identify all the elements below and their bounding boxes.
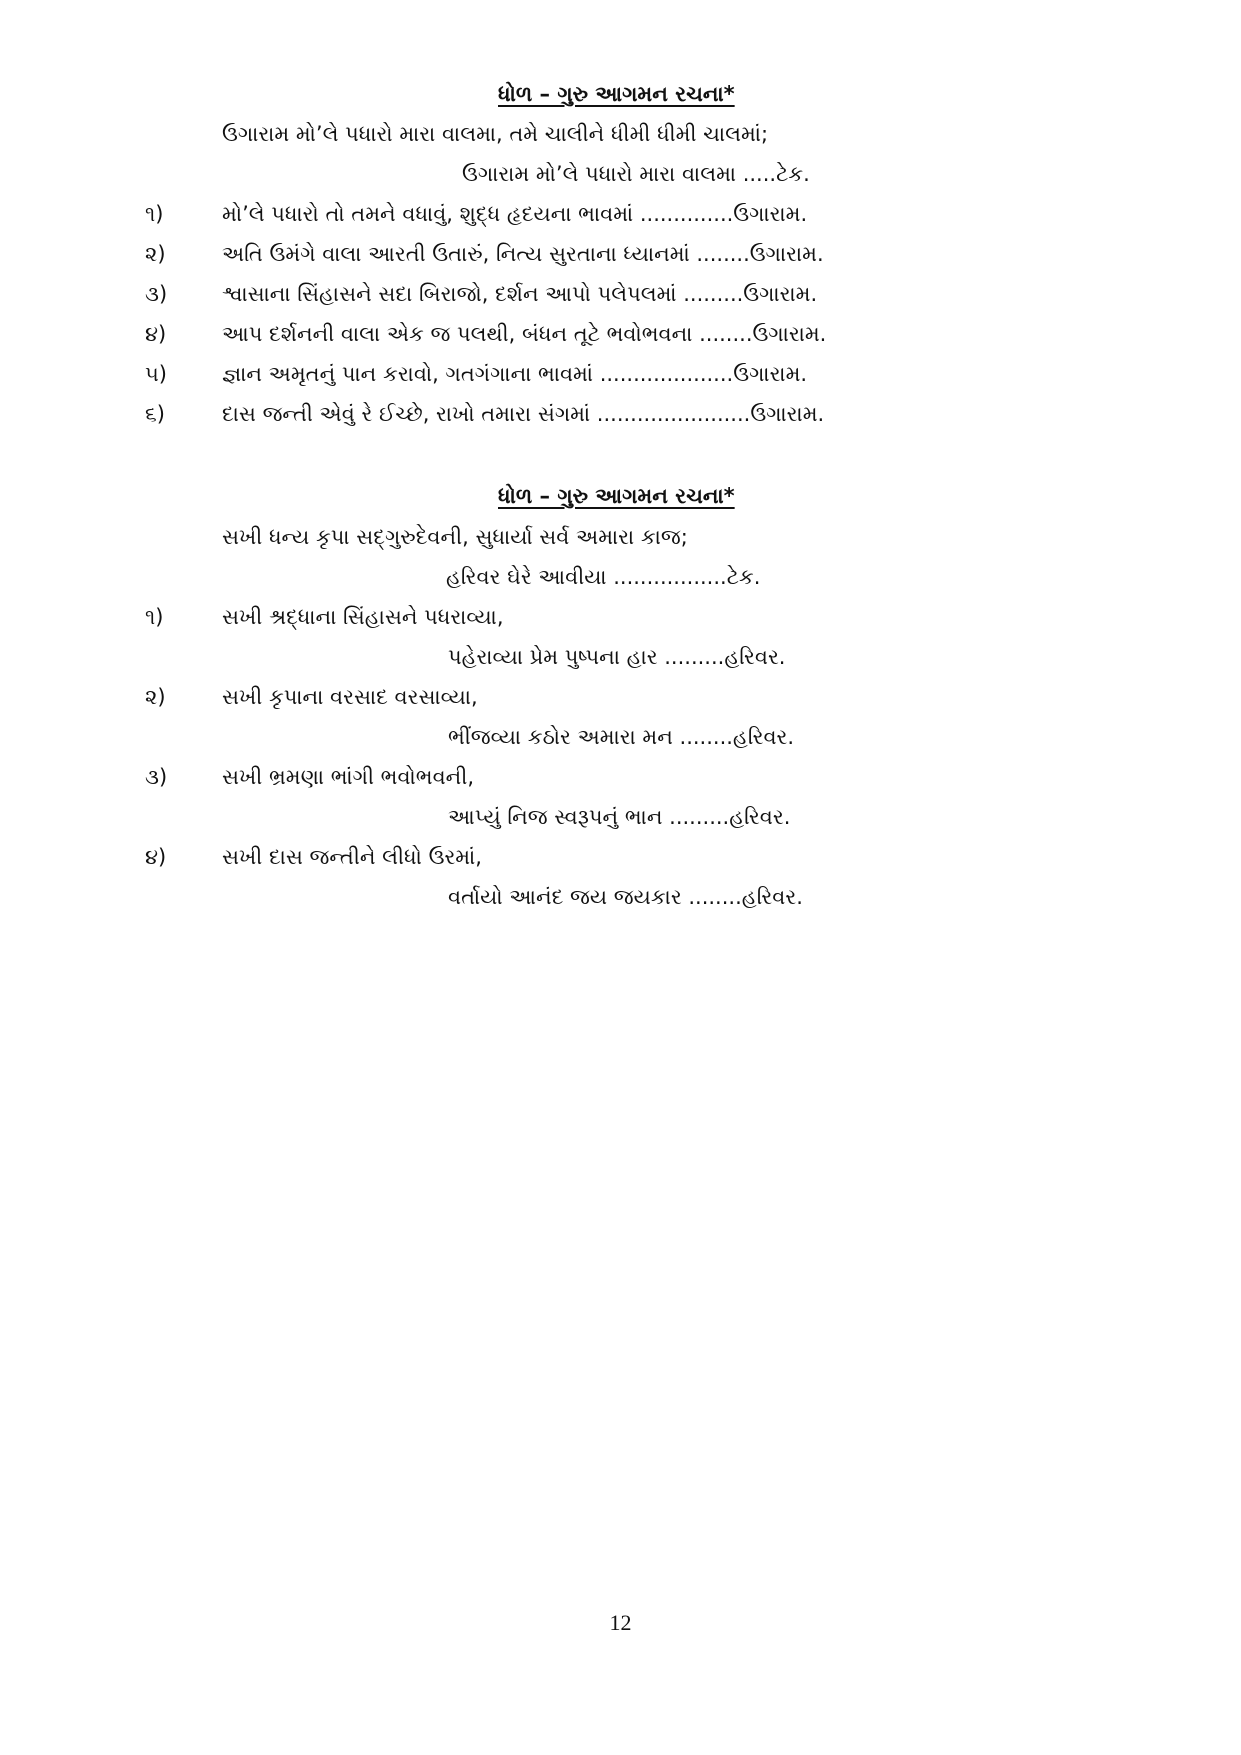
- section-1-verse-1-text: મો’લે પધારો તો તમને વધાવું, શુદ્ધ હૃદયના ભાવમાં ..............ઉગારામ.: [222, 202, 808, 226]
- section-1-verse-2-number: ૨): [145, 242, 166, 266]
- section-2-verse-2-text: સખી કૃપાના વરસાદ વરસાવ્યા,: [222, 685, 478, 709]
- section-1-verse-3-text: શ્વાસાના સિંહાસને સદા બિરાજો, દર્શન આપો પલેપલમાં .........ઉગારામ.: [222, 282, 818, 306]
- section-1-verse-1-number: ૧): [145, 202, 164, 226]
- section-2-verse-1-continuation: પહેરાવ્યા પ્રેમ પુષ્પના હાર .........હરિવર.: [448, 645, 786, 669]
- section-2-verse-1-text: સખી શ્રદ્ધાના સિંહાસને પધરાવ્યા,: [222, 605, 504, 629]
- section-2-verse-3-number: ૩): [145, 765, 168, 789]
- section-1-verse-6-text: દાસ જન્તી એવું રે ઈચ્છે, રાખો તમારા સંગમાં .......................ઉગારામ.: [222, 402, 825, 426]
- section-1-refrain-line-2: ઉગારામ મો’લે પધારો મારા વાલમા .....ટેક.: [462, 162, 810, 186]
- section-1-verse-4-number: ૪): [145, 322, 167, 346]
- section-2-verse-1-number: ૧): [145, 605, 164, 629]
- page-number: 12: [609, 1610, 632, 1635]
- section-1-title: ધોળ – ગુરુ આગમન રચના*: [498, 82, 735, 106]
- section-1-refrain-line-1: ઉગારામ મો’લે પધારો મારા વાલમા, તમે ચાલીને ધીમી ધીમી ચાલમાં;: [222, 122, 769, 146]
- section-2-refrain-line-1: સખી ધન્ય કૃપા સદ્‌ગુરુદેવની, સુધાર્યા સર્વ અમારા કાજ;: [222, 525, 688, 549]
- section-2-refrain-line-2: હરિવર ઘેરે આવીયા .................ટેક.: [446, 565, 761, 589]
- section-2-verse-4-text: સખી દાસ જન્તીને લીધો ઉરમાં,: [222, 845, 482, 869]
- section-1-verse-4-text: આપ દર્શનની વાલા એક જ પલથી, બંધન તૂટે ભવોભવના ........ઉગારામ.: [222, 322, 827, 346]
- section-2-verse-2-continuation: ભીંજવ્યા કઠોર અમારા મન ........હરિવર.: [448, 725, 795, 749]
- section-2-verse-4-continuation: વર્તાયો આનંદ જય જયકાર ........હરિવર.: [448, 885, 803, 909]
- section-1-verse-3-number: ૩): [145, 282, 168, 306]
- section-1-verse-2-text: અતિ ઉમંગે વાલા આરતી ઉતારું, નિત્ય સુરતાના ધ્યાનમાં ........ઉગારામ.: [222, 242, 824, 266]
- section-2-verse-3-text: સખી ભ્રમણા ભાંગી ભવોભવની,: [222, 765, 475, 789]
- section-1-verse-5-number: ૫): [145, 362, 167, 386]
- section-2-title: ધોળ – ગુરુ આગમન રચના*: [498, 484, 735, 508]
- section-2-verse-4-number: ૪): [145, 845, 167, 869]
- section-1-verse-6-number: ૬): [145, 402, 165, 426]
- section-2-verse-2-number: ૨): [145, 685, 166, 709]
- section-2-verse-3-continuation: આપ્યું નિજ સ્વરૂપનું ભાન .........હરિવર.: [448, 805, 791, 829]
- section-1-verse-5-text: જ્ઞાન અમૃતનું પાન કરાવો, ગતગંગાના ભાવમાં ....................ઉગારામ.: [222, 362, 808, 386]
